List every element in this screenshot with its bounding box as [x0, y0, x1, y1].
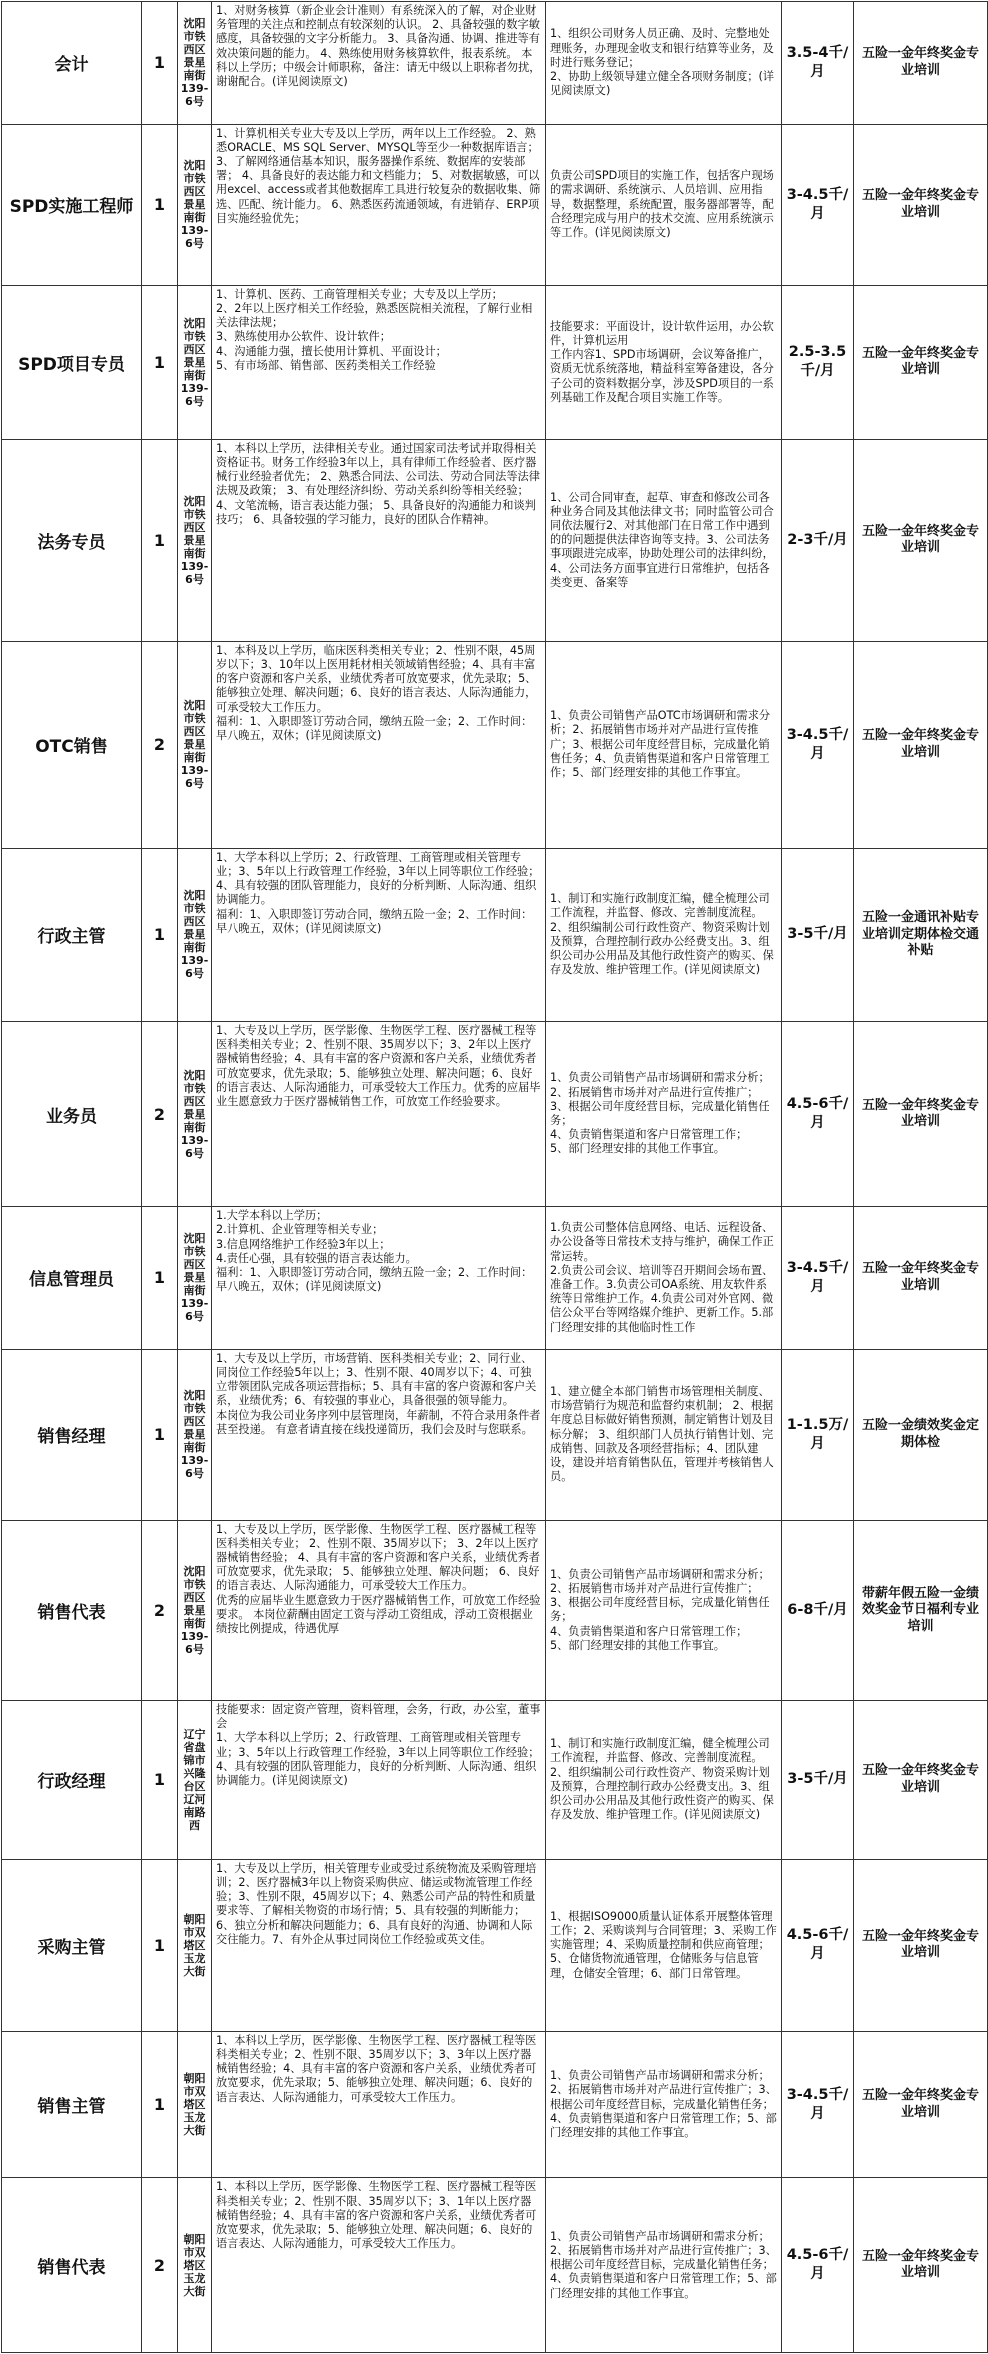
headcount-cell [142, 848, 178, 1021]
job-duties-cell [546, 1701, 782, 1860]
work-location-cell [178, 1520, 212, 1700]
work-location: 沈阳市铁西区景星南街139-6号 [180, 699, 209, 791]
headcount-cell [142, 1207, 178, 1350]
headcount-cell [142, 1021, 178, 1206]
work-location-cell [178, 2, 212, 125]
job-row [2, 848, 988, 1021]
job-row [2, 1021, 988, 1206]
work-location: 沈阳市铁西区景星南街139-6号 [180, 1564, 209, 1656]
work-location: 朝阳市双塔区玉龙大街 [183, 2072, 206, 2138]
job-title: OTC销售 [35, 737, 108, 758]
job-duties-cell [546, 124, 782, 285]
salary-cell [782, 1349, 854, 1520]
salary-cell [782, 2, 854, 125]
job-title: 行政经理 [37, 1772, 106, 1793]
work-location: 沈阳市铁西区景星南街139-6号 [180, 889, 209, 981]
benefits: 五险一金年终奖金专业培训 [861, 188, 979, 220]
job-title-cell [2, 1021, 142, 1206]
job-requirements: 1、大专及以上学历，相关管理专业或受过系统物流及采购管理培训；2、医疗器械3年以上物资采购供应、储运或物流管理工作经验；3、性别不限，45周岁以下；4、熟悉公司产品的特性和质量要求等、了解相关物资的市场行情；5、具有较强的判断能力；6、独立分析和解决问题能力；6、具有良好的沟通、协调和人际交往能力。7、有外企从事过同岗位工作经验或英文佳。 [216, 1861, 537, 1946]
headcount-cell [142, 124, 178, 285]
job-requirements-cell [212, 285, 546, 439]
job-title-cell [2, 1207, 142, 1350]
job-title: 业务员 [46, 1106, 97, 1127]
work-location-cell [178, 1701, 212, 1860]
work-location-cell [178, 439, 212, 641]
salary: 3-5千/月 [787, 1771, 848, 1788]
benefits-cell [854, 641, 988, 848]
salary-cell [782, 439, 854, 641]
job-row [2, 285, 988, 439]
job-row [2, 124, 988, 285]
salary: 1-1.5万/月 [786, 1416, 849, 1452]
work-location-cell [178, 1207, 212, 1350]
job-duties: 技能要求：平面设计，设计软件运用，办公软件，计算机运用 工作内容1、SPD市场调研，会议筹备推广，资质无忧系统落地，精益科室筹备建设，各分子公司的资料数据分享，涉及SPD项目的一系列基础工作及配合项目实施工作等。 [550, 319, 774, 404]
headcount-cell [142, 1520, 178, 1700]
work-location: 朝阳市双塔区玉龙大街 [183, 2232, 206, 2298]
benefits-cell [854, 2178, 988, 2353]
job-row [2, 1207, 988, 1350]
work-location: 沈阳市铁西区景星南街139-6号 [180, 1068, 209, 1160]
work-location: 朝阳市双塔区玉龙大街 [183, 1912, 206, 1978]
job-requirements-cell [212, 1349, 546, 1520]
job-requirements: 1、本科及以上学历，临床医科类相关专业；2、性别不限，45周岁以下；3、10年以上医用耗材相关领域销售经验；4、具有丰富的客户资源和客户关系，业绩优秀者可放宽要求，优先录取；5、能够独立处理、解决问题；6、良好的语言表达、人际沟通能力，可承受较大工作压力。 福利：1、入职即签订劳动合同，缴纳五险一金；2、工作时间：早八晚五，双休；(详见阅读原文) [216, 643, 537, 743]
job-duties: 1、制订和实施行政制度汇编，健全梳理公司工作流程，并监督、修改、完善制度流程。2、组织编制公司行政性资产、物资采购计划及预算，合理控制行政办公经费支出。3、组织公司办公用品及其他行政性资产的购买、保存及发放、维护管理工作。(详见阅读原文) [550, 1737, 774, 1822]
job-title-cell [2, 439, 142, 641]
job-duties-cell [546, 2031, 782, 2178]
benefits-cell [854, 1021, 988, 1206]
job-requirements-cell [212, 124, 546, 285]
benefits: 五险一金年终奖金专业培训 [861, 46, 979, 78]
work-location-cell [178, 1349, 212, 1520]
job-row [2, 2178, 988, 2353]
benefits-cell [854, 1349, 988, 1520]
work-location: 沈阳市铁西区景星南街139-6号 [180, 17, 209, 109]
job-title: 销售代表 [37, 1602, 106, 1623]
headcount: 1 [153, 1268, 166, 1288]
benefits: 五险一金通讯补贴专业培训定期体检交通补贴 [861, 910, 979, 959]
job-row [2, 1520, 988, 1700]
job-title: 法务专员 [37, 532, 106, 553]
salary: 3-4.5千/月 [786, 1259, 849, 1295]
headcount-cell [142, 2031, 178, 2178]
job-requirements-cell [212, 1859, 546, 2031]
work-location-cell [178, 2031, 212, 2178]
headcount-cell [142, 2, 178, 125]
job-requirements-cell [212, 2, 546, 125]
job-requirements: 1、大学本科以上学历；2、行政管理、工商管理或相关管理专业；3、5年以上行政管理工作经验，3年以上同等职位工作经验；4、具有较强的团队管理能力，良好的分析判断、人际沟通、组织协调能力。 福利：1、入职即签订劳动合同，缴纳五险一金；2、工作时间：早八晚五，双休；(详见阅读原文) [216, 850, 540, 935]
benefits: 五险一金年终奖金专业培训 [861, 1763, 979, 1795]
job-duties-cell [546, 2178, 782, 2353]
work-location-cell [178, 285, 212, 439]
headcount: 1 [153, 925, 166, 945]
job-requirements-cell [212, 2031, 546, 2178]
job-duties: 负责公司SPD项目的实施工作，包括客户现场的需求调研、系统演示、人员培训、应用指导，数据整理，系统配置，服务器部署等，配合经理完成与用户的技术交流、应用系统演示等工作。(详见阅读原文) [550, 169, 774, 240]
job-title: 行政主管 [37, 927, 106, 948]
job-title: 信息管理员 [29, 1270, 114, 1291]
salary-cell [782, 124, 854, 285]
job-duties-cell [546, 848, 782, 1021]
headcount: 2 [153, 735, 166, 755]
benefits-cell [854, 1701, 988, 1860]
job-requirements: 1、本科以上学历，医学影像、生物医学工程、医疗器械工程等医科类相关专业；2、性别不限、35周岁以下；3、3年以上医疗器械销售经验；4、具有丰富的客户资源和客户关系，业绩优秀者可放宽要求，优先录取；5、能够独立处理、解决问题；6、良好的语言表达、人际沟通能力，可承受较大工作压力。 [216, 2033, 537, 2104]
salary: 3.5-4千/月 [786, 44, 849, 80]
job-title-cell [2, 2, 142, 125]
job-title: 销售经理 [37, 1427, 106, 1448]
benefits: 五险一金年终奖金专业培训 [861, 1261, 979, 1293]
job-requirements: 技能要求：固定资产管理，资料管理，会务，行政，办公室，董事会 1、大学本科以上学历；2、行政管理、工商管理或相关管理专业；3、5年以上行政管理工作经验，3年以上同等职位工作经验；4、具有较强的团队管理能力，良好的分析判断、人际沟通、组织协调能力。(详见阅读原文) [216, 1703, 541, 1788]
job-row [2, 1859, 988, 2031]
job-row [2, 439, 988, 641]
headcount: 2 [153, 2255, 166, 2275]
job-duties: 1、组织公司财务人员正确、及时、完整地处理账务，办理现金收支和银行结算等业务，及时进行账务登记； 2、协助上级领导建立健全各项财务制度；(详见阅读原文) [550, 27, 775, 98]
job-requirements: 1、大专及以上学历，医学影像、生物医学工程、医疗器械工程等医科类相关专业；2、性别不限、35周岁以下；3、2年以上医疗器械销售经验；4、具有丰富的客户资源和客户关系，业绩优秀者可放宽要求，优先录取；5、能够独立处理、解决问题；6、良好的语言表达、人际沟通能力，可承受较大工作压力。优秀的应届毕业生愿意致力于医疗器械销售工作，可放宽工作经验要求。 [216, 1023, 541, 1108]
job-duties: 1、建立健全本部门销售市场管理相关制度、市场营销行为规范和监督约束机制； 2、根据年度总目标做好销售预测，制定销售计划及目标分解； 3、组织部门人员执行销售计划、完成销售、回款及各项经营指标；4、团队建设，建设并培育销售队伍，管理并考核销售人员。 [550, 1384, 774, 1484]
job-requirements-cell [212, 439, 546, 641]
salary: 4.5-6千/月 [786, 1096, 849, 1132]
headcount-cell [142, 1859, 178, 2031]
job-requirements-cell [212, 1207, 546, 1350]
work-location: 辽宁省盘锦市兴隆台区辽河南路西 [183, 1727, 206, 1832]
job-row [2, 1349, 988, 1520]
salary-cell [782, 285, 854, 439]
salary-cell [782, 2031, 854, 2178]
salary: 3-4.5千/月 [786, 2086, 849, 2122]
job-table [1, 1, 988, 2353]
headcount: 1 [153, 352, 166, 372]
headcount: 1 [153, 1425, 166, 1445]
job-requirements: 1、大专及以上学历，医学影像、生物医学工程、医疗器械工程等医科类相关专业； 2、性别不限、35周岁以下； 3、2年以上医疗器械销售经验； 4、具有丰富的客户资源和客户关系，业绩优秀者可放宽要求，优先录取； 5、能够独立处理、解决问题； 6、良好的语言表达、人际沟通能力，可承受较大工作压力。 优秀的应届毕业生愿意致力于医疗器械销售工作，可放宽工作经验要求。 本岗位薪酬由固定工资与浮动工资组成，浮动工资根据业绩按比例提成，待遇优厚 [216, 1522, 541, 1636]
job-table-body [2, 2, 988, 2353]
benefits: 五险一金年终奖金专业培训 [861, 345, 979, 378]
job-title-cell [2, 641, 142, 848]
job-duties: 1、公司合同审查，起草、审查和修改公司各种业务合同及其他法律文书；同时监管公司合同依法履行2、对其他部门在日常工作中遇到的的问题提供法律咨询等支持。3、公司法务事项跟进完成率，协助处理公司的法律纠纷，4、公司法务方面事宜进行日常维护，包括各类变更、备案等 [550, 490, 774, 589]
job-duties: 1、根据ISO9000质量认证体系开展整体管理工作；2、采购谈判与合同管理；3、采购工作实施管理；4、采购质量控制和供应商管理；5、仓储货物流通管理，仓储账务与信息管理，仓储安全管理；6、部门日常管理。 [550, 1909, 777, 1980]
work-location: 沈阳市铁西区景星南街139-6号 [180, 316, 209, 408]
job-title-cell [2, 124, 142, 285]
salary: 3-5千/月 [787, 926, 848, 943]
job-duties: 1、负责公司销售产品市场调研和需求分析；2、拓展销售市场并对产品进行宣传推广；3、根据公司年度经营目标，完成量化销售任务；4、负责销售渠道和客户日常管理工作；5、部门经理安排的其他工作事宜。 [550, 2229, 777, 2300]
headcount: 1 [153, 1935, 166, 1955]
work-location: 沈阳市铁西区景星南街139-6号 [180, 159, 209, 251]
job-title-cell [2, 2031, 142, 2178]
job-title-cell [2, 1859, 142, 2031]
job-requirements: 1、计算机、医药、工商管理相关专业；大专及以上学历； 2、2年以上医疗相关工作经验，熟悉医院相关流程，了解行业相关法律法规； 3、熟练使用办公软件、设计软件； 4、沟通能力强，擅长使用计算机、平面设计； 5、有市场部、销售部、医药类相关工作经验 [216, 287, 533, 372]
benefits: 五险一金年终奖金专业培训 [861, 2088, 979, 2120]
job-title: 销售代表 [37, 2257, 106, 2278]
job-requirements: 1、本科以上学历，医学影像、生物医学工程、医疗器械工程等医科类相关专业；2、性别不限、35周岁以下；3、1年以上医疗器械销售经验；4、具有丰富的客户资源和客户关系，业绩优秀者可放宽要求，优先录取；5、能够独立处理、解决问题；6、良好的语言表达、人际沟通能力，可承受较大工作压力。 [216, 2180, 537, 2251]
salary-cell [782, 1021, 854, 1206]
job-row [2, 2, 988, 125]
headcount-cell [142, 285, 178, 439]
job-duties: 1、负责公司销售产品市场调研和需求分析；2、拓展销售市场并对产品进行宣传推广；3、根据公司年度经营目标，完成量化销售任务；4、负责销售渠道和客户日常管理工作；5、部门经理安排的其他工作事宜。 [550, 2069, 777, 2139]
benefits: 五险一金年终奖金专业培训 [861, 1097, 979, 1130]
benefits-cell [854, 1520, 988, 1700]
benefits: 带薪年假五险一金绩效奖金节日福利专业培训 [861, 1585, 979, 1634]
job-duties: 1、负责公司销售产品市场调研和需求分析； 2、拓展销售市场并对产品进行宣传推广； 3、根据公司年度经营目标，完成量化销售任务； 4、负责销售渠道和客户日常管理工作； 5、部门经理安排的其他工作事宜。 [550, 1567, 770, 1652]
salary: 4.5-6千/月 [786, 2247, 849, 2283]
benefits-cell [854, 848, 988, 1021]
job-row [2, 1701, 988, 1860]
benefits-cell [854, 2, 988, 125]
job-duties-cell [546, 1207, 782, 1350]
headcount-cell [142, 1701, 178, 1860]
salary-cell [782, 641, 854, 848]
salary-cell [782, 1701, 854, 1860]
job-duties-cell [546, 2, 782, 125]
job-requirements-cell [212, 2178, 546, 2353]
job-requirements-cell [212, 641, 546, 848]
job-duties-cell [546, 641, 782, 848]
salary: 2.5-3.5千/月 [788, 344, 847, 380]
benefits: 五险一金年终奖金专业培训 [861, 523, 979, 556]
salary: 6-8千/月 [787, 1601, 848, 1618]
job-title: 销售主管 [37, 2097, 106, 2118]
job-duties-cell [546, 1021, 782, 1206]
headcount: 1 [153, 530, 166, 550]
job-title-cell [2, 285, 142, 439]
benefits-cell [854, 285, 988, 439]
benefits: 五险一金绩效奖金定期体检 [861, 1418, 979, 1450]
job-requirements-cell [212, 1701, 546, 1860]
salary: 4.5-6千/月 [786, 1927, 849, 1963]
headcount: 2 [153, 1600, 166, 1620]
job-requirements: 1、大专及以上学历，市场营销、医科类相关专业；2、同行业、同岗位工作经验5年以上；3、性别不限、40周岁以下；4、可独立带领团队完成各项运营指标；5、具有丰富的客户资源和客户关系，业绩优秀；6、有较强的事业心，具备很强的领导能力。 本岗位为我公司业务序列中层管理岗，年薪制，不符合录用条件者甚至投递。 有意者请直接在线投递简历，我们会及时与您联系。 [216, 1351, 541, 1436]
benefits-cell [854, 2031, 988, 2178]
job-duties-cell [546, 1859, 782, 2031]
job-duties-cell [546, 439, 782, 641]
headcount: 1 [153, 2095, 166, 2115]
salary: 2-3千/月 [787, 531, 848, 548]
benefits-cell [854, 1859, 988, 2031]
headcount: 1 [153, 1770, 166, 1790]
work-location-cell [178, 124, 212, 285]
job-title-cell [2, 1520, 142, 1700]
work-location: 沈阳市铁西区景星南街139-6号 [180, 1232, 209, 1324]
job-title: SPD实施工程师 [9, 197, 134, 218]
job-requirements: 1、计算机相关专业大专及以上学历，两年以上工作经验。 2、熟悉ORACLE、MS SQL Server、MYSQL等至少一种数据库语言； 3、了解网络通信基本知识，服务器操作系统、数据库的安装部署； 4、具备良好的表达能力和文档能力； 5、对数据敏感，可以用excel、access或者其他数据库工具进行较复杂的数据收集、筛选、匹配、统计能力。 6、熟悉医药流通领域，有进销存、ERP项目实施经验优先； [216, 126, 543, 225]
job-duties-cell [546, 1520, 782, 1700]
headcount: 2 [153, 1104, 166, 1124]
benefits: 五险一金年终奖金专业培训 [861, 1928, 979, 1961]
salary: 3-4.5千/月 [786, 726, 849, 762]
job-title-cell [2, 848, 142, 1021]
job-title-cell [2, 1701, 142, 1860]
job-duties: 1、制订和实施行政制度汇编，健全梳理公司工作流程，并监督、修改、完善制度流程。2、组织编制公司行政性资产、物资采购计划及预算，合理控制行政办公经费支出。3、组织公司办公用品及其他行政性资产的购买、保存及发放、维护管理工作。(详见阅读原文) [550, 892, 774, 977]
job-duties-cell [546, 1349, 782, 1520]
headcount: 1 [153, 195, 166, 215]
salary-cell [782, 1520, 854, 1700]
job-title-cell [2, 2178, 142, 2353]
work-location-cell [178, 1021, 212, 1206]
headcount-cell [142, 1349, 178, 1520]
benefits: 五险一金年终奖金专业培训 [861, 2248, 979, 2281]
work-location-cell [178, 848, 212, 1021]
job-row [2, 641, 988, 848]
job-requirements-cell [212, 1021, 546, 1206]
job-duties-cell [546, 285, 782, 439]
headcount-cell [142, 641, 178, 848]
job-requirements-cell [212, 1520, 546, 1700]
benefits-cell [854, 124, 988, 285]
job-requirements: 1.大学本科以上学历； 2.计算机、企业管理等相关专业； 3.信息网络维护工作经验3年以上； 4.责任心强，具有较强的语言表达能力。 福利：1、入职即签订劳动合同，缴纳五险一金；2、工作时间：早八晚五，双休；(详见阅读原文) [216, 1209, 533, 1294]
benefits: 五险一金年终奖金专业培训 [861, 728, 979, 760]
work-location: 沈阳市铁西区景星南街139-6号 [180, 1389, 209, 1481]
salary: 3-4.5千/月 [786, 186, 849, 222]
job-row [2, 2031, 988, 2178]
job-requirements: 1、本科以上学历，法律相关专业。通过国家司法考试并取得相关资格证书。财务工作经验3年以上，具有律师工作经验者、医疗器械行业经验者优先； 2、熟悉合同法、公司法、劳动合同法等法律法规及政策； 3、有处理经济纠纷、劳动关系纠纷等相关经验； 4、文笔流畅，语言表达能力强； 5、具备良好的沟通能力和谈判技巧； 6、具备较强的学习能力，良好的团队合作精神。 [216, 441, 540, 526]
work-location-cell [178, 1859, 212, 2031]
job-duties: 1、负责公司销售产品市场调研和需求分析； 2、拓展销售市场并对产品进行宣传推广； 3、根据公司年度经营目标，完成量化销售任务； 4、负责销售渠道和客户日常管理工作； 5、部门经理安排的其他工作事宜。 [550, 1071, 770, 1156]
benefits-cell [854, 439, 988, 641]
job-title: 采购主管 [37, 1937, 106, 1958]
work-location-cell [178, 641, 212, 848]
job-title-cell [2, 1349, 142, 1520]
job-requirements-cell [212, 848, 546, 1021]
salary-cell [782, 1859, 854, 2031]
headcount: 1 [153, 53, 166, 73]
salary-cell [782, 848, 854, 1021]
job-duties: 1、负责公司销售产品OTC市场调研和需求分析；2、拓展销售市场并对产品进行宣传推广；3、根据公司年度经营目标，完成量化销售任务；4、负责销售渠道和客户日常管理工作；5、部门经理安排的其他工作事宜。 [550, 709, 771, 780]
headcount-cell [142, 439, 178, 641]
job-title: SPD项目专员 [18, 354, 125, 375]
salary-cell [782, 1207, 854, 1350]
headcount-cell [142, 2178, 178, 2353]
work-location-cell [178, 2178, 212, 2353]
salary-cell [782, 2178, 854, 2353]
job-duties: 1.负责公司整体信息网络、电话、远程设备、办公设备等日常技术支持与维护，确保工作正常运转。 2.负责公司会议、培训等召开期间会场布置、准备工作。3.负责公司OA系统、用友软件系统等日常维护工作。4.负责公司对外官网、微信公众平台等网络媒介维护、更新工作。5.部门经理安排的其他临时性工作 [550, 1221, 774, 1334]
benefits-cell [854, 1207, 988, 1350]
job-requirements: 1、对财务核算（新企业会计准则）有系统深入的了解，对企业财务管理的关注点和控制点有较深刻的认识。 2、具备较强的数字敏感度，具备较强的文字分析能力。 3、具备沟通、协调、推进等有效决策问题的能力。 4、熟练使用财务核算软件，报表系统。 本科以上学历；中级会计师职称，备注：请无中级以上职称者勿扰，谢谢配合。(详见阅读原文) [216, 4, 541, 89]
job-title: 会计 [54, 55, 89, 76]
work-location: 沈阳市铁西区景星南街139-6号 [180, 494, 209, 586]
